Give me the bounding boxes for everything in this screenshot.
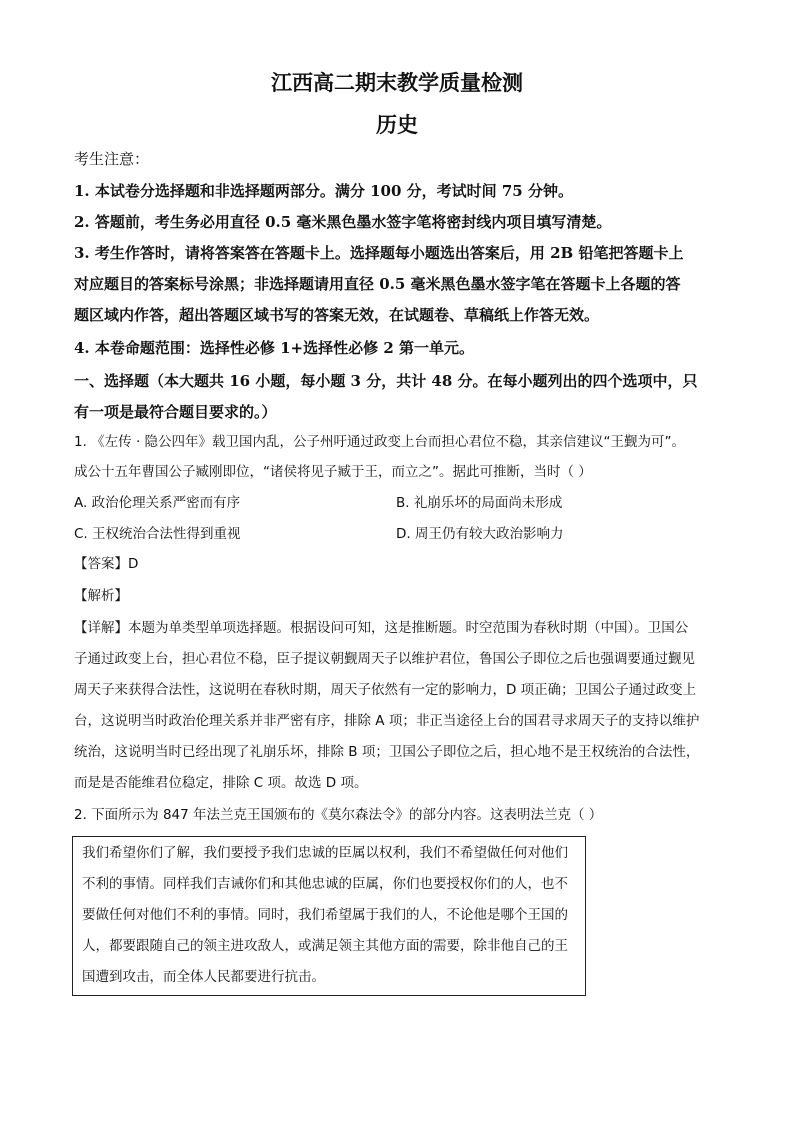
q2-quote-line-2: 不利的事情。同样我们吉诫你们和其他忠诚的臣属，你们也要授权你们的人，也不: [82, 876, 568, 892]
q2-stem: 2. 下面所示为 847 年法兰克王国颁布的《莫尔森法令》的部分内容。这表明法兰克（ ）: [74, 807, 603, 823]
q1-option-d: D. 周王仍有较大政治影响力: [396, 526, 564, 542]
q2-quote-line-5: 国遭到攻击，而全体人民都要进行抗击。: [82, 969, 325, 985]
notice-item-1: 1. 本试卷分选择题和非选择题两部分。满分 100 分，考试时间 75 分钟。: [74, 182, 573, 200]
q1-answer: 【答案】D: [74, 556, 139, 572]
q1-detail-line-5: 统治，这说明当时已经出现了礼崩乐坏，排除 B 项；卫国公子即位之后，担心地不是王权统治的合法性，: [74, 744, 700, 760]
q1-stem-line-1: 1. 《左传 · 隐公四年》载卫国内乱，公子州吁通过政变上台而担心君位不稳，其亲信建议“王觐为可”。: [74, 434, 686, 450]
q1-detail-line-4: 台，这说明当时政治伦理关系并非严密有序，排除 A 项；非正当途径上台的国君寻求周天子的支持以维护: [74, 713, 700, 729]
q2-quote-line-4: 人，都要跟随自己的领主进攻敌人，或满足领主其他方面的需要，除非他自己的王: [82, 938, 568, 954]
exam-subject: 历史: [376, 112, 418, 137]
section1-header-cont: 有一项是最符合题目要求的。）: [74, 403, 277, 421]
notice-item-3-cont-2: 题区域内作答，超出答题区域书写的答案无效，在试题卷、草稿纸上作答无效。: [74, 306, 600, 324]
q1-option-b: B. 礼崩乐坏的局面尚未形成: [396, 495, 563, 511]
q2-quote-line-3: 要做任何对他们不利的事情。同时，我们希望属于我们的人，不论他是哪个王国的: [82, 907, 568, 923]
q1-stem-line-2: 成公十五年曹国公子臧刚即位，“诸侯将见子臧于王，而立之”。据此可推断，当时（ ）: [74, 464, 592, 480]
notice-heading: 考生注意：: [74, 150, 150, 168]
exam-title: 江西高二期末教学质量检测: [271, 70, 523, 95]
q1-detail-line-6: 而是是否能维君位稳定，排除 C 项。故选 D 项。: [74, 775, 368, 791]
q1-option-a: A. 政治伦理关系严密而有序: [74, 495, 241, 511]
q1-analysis-label: 【解析】: [74, 588, 128, 604]
notice-item-3-cont-1: 对应题目的答案标号涂黑；非选择题请用直径 0.5 毫米黑色墨水签字笔在答题卡上各题的答: [74, 275, 681, 293]
notice-item-3: 3. 考生作答时，请将答案答在答题卡上。选择题每小题选出答案后，用 2B 铅笔把答题卡上: [74, 244, 684, 262]
notice-item-4: 4. 本卷命题范围：选择性必修 1+选择性必修 2 第一单元。: [74, 339, 474, 357]
q1-detail-line-3: 周天子来获得合法性，这说明在春秋时期，周天子依然有一定的影响力，D 项正确；卫国公子通过政变上: [74, 682, 697, 698]
q1-detail-line-1: 【详解】本题为单类型单项选择题。根据设问可知，这是推断题。时空范围为春秋时期（中国）。卫国公: [74, 620, 689, 636]
notice-item-2: 2. 答题前，考生务必用直径 0.5 毫米黑色墨水签字笔将密封线内项目填写清楚。: [74, 213, 612, 231]
q2-quote-line-1: 我们希望你们了解，我们要授予我们忠诚的臣属以权利，我们不希望做任何对他们: [82, 845, 568, 861]
section1-header: 一、选择题（本大题共 16 小题，每小题 3 分，共计 48 分。在每小题列出的四个选项中，只: [74, 372, 698, 390]
q1-detail-line-2: 子通过政变上台，担心君位不稳，臣子提议朝觐周天子以维护君位，鲁国公子即位之后也强调要通过觐见: [74, 651, 695, 667]
q1-option-c: C. 王权统治合法性得到重视: [74, 526, 241, 542]
